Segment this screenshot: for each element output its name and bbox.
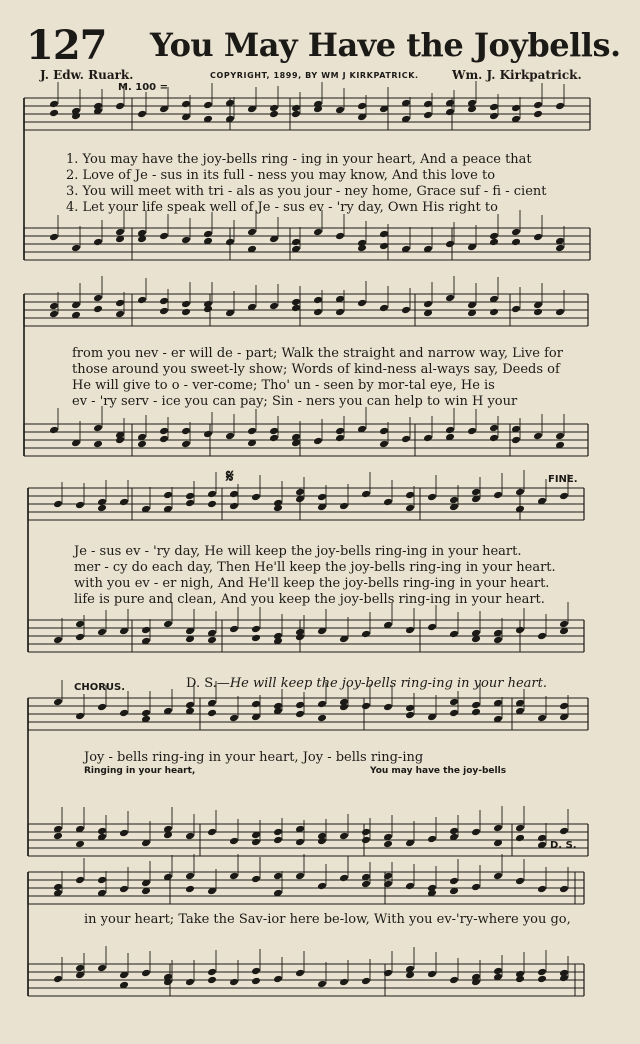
note-head <box>493 491 503 500</box>
note-head <box>229 714 239 723</box>
note-head <box>207 500 217 509</box>
note-head <box>185 872 195 881</box>
note-head <box>423 100 433 109</box>
note-head <box>493 636 503 645</box>
note-head <box>445 294 455 303</box>
note-head <box>379 242 389 251</box>
note-head <box>181 100 191 109</box>
note-head <box>383 703 393 712</box>
note-head <box>383 840 393 849</box>
note-head <box>75 633 85 642</box>
note-head <box>317 700 327 709</box>
note-head <box>203 230 213 239</box>
lyricist-credit: J. Edw. Ruark. <box>40 68 134 82</box>
note-head <box>471 828 481 837</box>
note-head <box>449 827 459 836</box>
note-head <box>53 975 63 984</box>
note-head <box>93 424 103 433</box>
note-head <box>401 435 411 444</box>
note-head <box>379 440 389 449</box>
note-head <box>93 440 103 449</box>
note-head <box>119 498 129 507</box>
note-head <box>335 427 345 436</box>
note-head <box>515 834 525 843</box>
note-head <box>291 104 301 113</box>
hymn-number: 127 <box>26 22 107 69</box>
note-head <box>229 502 239 511</box>
note-head <box>313 228 323 237</box>
verse-1-line-2: from you nev - er will de - part; Walk the straight and narrow way, Live for <box>72 346 563 361</box>
verse-2-line-2: those around you sweet-ly show; Words of kind-ness al-ways say, Deeds of <box>72 362 560 377</box>
note-head <box>229 490 239 499</box>
note-head <box>533 233 543 242</box>
note-head <box>185 499 195 508</box>
note-head <box>511 305 521 314</box>
verse-4-line-1: 4. Let your life speak well of Je - sus ev - 'ry day, Own His right to <box>66 200 498 215</box>
note-head <box>269 302 279 311</box>
note-head <box>251 493 261 502</box>
note-head <box>207 636 217 645</box>
ds-marking: D. S. <box>550 840 577 851</box>
note-head <box>511 228 521 237</box>
note-head <box>269 110 279 119</box>
note-head <box>159 427 169 436</box>
note-head <box>313 296 323 305</box>
note-head <box>49 100 59 109</box>
note-head <box>71 244 81 253</box>
note-head <box>449 877 459 886</box>
note-head <box>207 828 217 837</box>
note-head <box>427 835 437 844</box>
final-lyric: in your heart; Take the Sav-ior here be-low, With you ev-'ry-where you go, <box>84 912 571 927</box>
chorus-sub-left: Ringing in your heart, <box>84 766 196 776</box>
note-head <box>317 980 327 989</box>
note-head <box>247 228 257 237</box>
note-head <box>401 306 411 315</box>
note-head <box>515 877 525 886</box>
note-head <box>533 110 543 119</box>
note-head <box>361 977 371 986</box>
ds-text: He will keep the joy-bells ring-ing in your heart. <box>229 676 547 691</box>
note-head <box>493 824 503 833</box>
note-head <box>93 294 103 303</box>
note-head <box>269 427 279 436</box>
note-head <box>423 434 433 443</box>
note-head <box>361 490 371 499</box>
note-head <box>317 882 327 891</box>
note-head <box>533 101 543 110</box>
note-head <box>53 832 63 841</box>
note-head <box>405 711 415 720</box>
note-head <box>471 488 481 497</box>
note-head <box>559 827 569 836</box>
note-head <box>379 304 389 313</box>
verse-1-line-3: Je - sus ev - 'ry day, He will keep the joy-bells ring-ing in your heart. <box>74 544 522 559</box>
note-head <box>313 437 323 446</box>
note-head <box>75 620 85 629</box>
note-head <box>335 106 345 115</box>
note-head <box>445 426 455 435</box>
note-head <box>229 978 239 987</box>
note-head <box>405 626 415 635</box>
note-head <box>537 632 547 641</box>
note-head <box>207 976 217 985</box>
note-head <box>269 434 279 443</box>
note-head <box>489 308 499 317</box>
note-head <box>449 630 459 639</box>
note-head <box>489 103 499 112</box>
note-head <box>207 490 217 499</box>
note-head <box>75 840 85 849</box>
segno-sign: 𝄋 <box>226 466 234 487</box>
note-head <box>537 975 547 984</box>
note-head <box>181 308 191 317</box>
note-head <box>423 300 433 309</box>
ds-instruction <box>186 676 547 691</box>
note-head <box>75 876 85 885</box>
note-head <box>511 104 521 113</box>
note-head <box>559 620 569 629</box>
note-head <box>405 704 415 713</box>
note-head <box>93 305 103 314</box>
note-head <box>97 827 107 836</box>
note-head <box>75 712 85 721</box>
note-head <box>49 233 59 242</box>
note-head <box>181 440 191 449</box>
note-head <box>185 978 195 987</box>
note-head <box>339 874 349 883</box>
note-head <box>49 310 59 319</box>
note-head <box>207 709 217 718</box>
verse-4-line-3: life is pure and clean, And you keep the joy-bells ring-ing in your heart. <box>74 592 545 607</box>
note-head <box>185 492 195 501</box>
note-head <box>317 714 327 723</box>
note-head <box>119 709 129 718</box>
note-head <box>97 703 107 712</box>
note-head <box>225 238 235 247</box>
note-head <box>467 427 477 436</box>
note-head <box>295 838 305 847</box>
verse-4-line-2: ev - 'ry serv - ice you can pay; Sin - ners you can help to win H your <box>72 394 518 409</box>
note-head <box>229 837 239 846</box>
note-head <box>555 102 565 111</box>
note-head <box>445 108 455 117</box>
note-head <box>159 307 169 316</box>
note-head <box>379 230 389 239</box>
note-head <box>295 872 305 881</box>
note-head <box>53 883 63 892</box>
note-head <box>163 491 173 500</box>
note-head <box>159 232 169 241</box>
note-head <box>335 434 345 443</box>
note-head <box>115 310 125 319</box>
note-head <box>555 244 565 253</box>
note-head <box>361 836 371 845</box>
note-head <box>49 426 59 435</box>
note-head <box>251 625 261 634</box>
note-head <box>251 700 261 709</box>
note-head <box>449 709 459 718</box>
note-head <box>159 297 169 306</box>
chorus-label: CHORUS. <box>74 682 126 693</box>
note-head <box>53 698 63 707</box>
note-head <box>335 232 345 241</box>
note-head <box>511 238 521 247</box>
note-head <box>405 491 415 500</box>
note-head <box>427 970 437 979</box>
verse-2-line-3: mer - cy do each day, Then He'll keep the joy-bells ring-ing in your heart. <box>74 560 556 575</box>
note-head <box>203 430 213 439</box>
note-head <box>555 432 565 441</box>
note-head <box>537 834 547 843</box>
note-head <box>97 504 107 513</box>
note-head <box>295 710 305 719</box>
note-head <box>115 228 125 237</box>
note-head <box>493 872 503 881</box>
note-head <box>119 885 129 894</box>
note-head <box>295 701 305 710</box>
note-head <box>559 492 569 501</box>
note-head <box>515 488 525 497</box>
note-head <box>53 500 63 509</box>
note-head <box>251 634 261 643</box>
chorus-sub-right: You may have the joy-bells <box>370 766 507 776</box>
note-head <box>251 875 261 884</box>
note-head <box>251 977 261 986</box>
note-head <box>75 964 85 973</box>
note-head <box>137 440 147 449</box>
note-head <box>49 109 59 118</box>
note-head <box>273 836 283 845</box>
note-head <box>49 302 59 311</box>
note-head <box>159 435 169 444</box>
note-head <box>361 630 371 639</box>
note-head <box>383 498 393 507</box>
note-head <box>251 838 261 847</box>
note-head <box>379 427 389 436</box>
note-head <box>225 432 235 441</box>
note-head <box>489 238 499 247</box>
verse-2-line-1: 2. Love of Je - sus in its full - ness you may know, And this love to <box>66 168 496 183</box>
note-head <box>537 714 547 723</box>
note-head <box>339 502 349 511</box>
tempo-marking: M. 100 = <box>118 82 168 93</box>
note-head <box>559 702 569 711</box>
note-head <box>119 829 129 838</box>
note-head <box>137 110 147 119</box>
note-head <box>489 434 499 443</box>
note-head <box>471 708 481 717</box>
note-head <box>405 504 415 513</box>
note-head <box>471 883 481 892</box>
note-head <box>427 493 437 502</box>
note-head <box>555 308 565 317</box>
note-head <box>449 698 459 707</box>
note-head <box>533 432 543 441</box>
note-head <box>181 236 191 245</box>
ds-prefix: D. S.— <box>186 676 230 691</box>
note-head <box>163 620 173 629</box>
note-head <box>53 636 63 645</box>
note-head <box>533 308 543 317</box>
note-head <box>515 626 525 635</box>
note-head <box>295 969 305 978</box>
note-head <box>489 112 499 121</box>
note-head <box>207 968 217 977</box>
note-head <box>141 626 151 635</box>
note-head <box>493 967 503 976</box>
note-head <box>273 975 283 984</box>
note-head <box>357 299 367 308</box>
note-head <box>537 968 547 977</box>
note-head <box>339 978 349 987</box>
verse-3-line-3: with you ev - er nigh, And He'll keep the joy-bells ring-ing in your heart. <box>74 576 550 591</box>
note-head <box>251 967 261 976</box>
note-head <box>93 238 103 247</box>
note-head <box>313 308 323 317</box>
verse-3-line-1: 3. You will meet with tri - als as you jour - ney home, Grace suf - fi - cient <box>66 184 547 199</box>
note-head <box>229 872 239 881</box>
note-head <box>181 427 191 436</box>
note-head <box>75 501 85 510</box>
verse-3-line-2: He will give to o - ver-come; Tho' un - seen by mor-tal eye, He is <box>72 378 495 393</box>
note-head <box>115 102 125 111</box>
note-head <box>361 880 371 889</box>
note-head <box>273 872 283 881</box>
fine-marking: FINE. <box>548 474 578 485</box>
note-head <box>97 628 107 637</box>
note-head <box>97 876 107 885</box>
note-head <box>181 300 191 309</box>
note-head <box>247 427 257 436</box>
note-head <box>185 832 195 841</box>
composer-credit: Wm. J. Kirkpatrick. <box>452 68 582 82</box>
copyright-notice: COPYRIGHT, 1899, BY WM J KIRKPATRICK. <box>210 71 419 80</box>
note-head <box>515 824 525 833</box>
note-head <box>291 238 301 247</box>
note-head <box>445 240 455 249</box>
note-head <box>203 101 213 110</box>
note-head <box>449 496 459 505</box>
note-head <box>291 298 301 307</box>
note-head <box>427 623 437 632</box>
note-head <box>137 296 147 305</box>
note-head <box>97 964 107 973</box>
note-head <box>361 828 371 837</box>
note-head <box>449 976 459 985</box>
note-head <box>471 701 481 710</box>
note-head <box>405 882 415 891</box>
note-head <box>361 702 371 711</box>
note-head <box>141 969 151 978</box>
note-head <box>295 488 305 497</box>
note-head <box>317 493 327 502</box>
note-head <box>185 885 195 894</box>
note-head <box>335 308 345 317</box>
note-head <box>489 424 499 433</box>
chorus-lyric: Joy - bells ring-ing in your heart, Joy - bells ring-ing <box>84 750 424 765</box>
note-head <box>229 625 239 634</box>
verse-1-line-1: 1. You may have the joy-bells ring - ing in your heart, And a peace that <box>66 152 532 167</box>
note-head <box>357 102 367 111</box>
note-head <box>273 828 283 837</box>
note-head <box>423 111 433 120</box>
note-head <box>511 436 521 445</box>
note-head <box>559 885 569 894</box>
note-head <box>537 885 547 894</box>
hymn-title: You May Have the Joybells. <box>150 26 621 64</box>
note-head <box>339 832 349 841</box>
note-head <box>115 299 125 308</box>
